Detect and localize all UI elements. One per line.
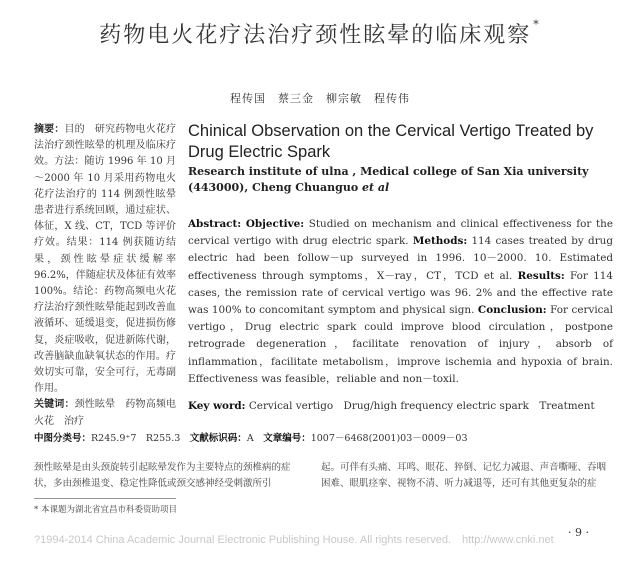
conclusion-label: Conclusion:	[477, 304, 547, 317]
results-text: For 114 cases, the remission rate of cervical vertigo was 96. 2% and the effective rate was 100% to concomitant symptom and physical sign.	[188, 269, 613, 317]
page-number: · 9 ·	[568, 526, 589, 539]
methods-text: 114 cases treated by drug electric had been follow－up surveyed in 1996. 10－2000. 10. Estimated effectiveness through symptoms，X－ray，CT，TCD et al.	[188, 235, 613, 282]
abstract-label: Abstract:	[188, 218, 242, 230]
cn-keywords: 颈性眩晕 药物高频电火花 治疗	[34, 399, 177, 427]
body-text-right-column: 起。可伴有头痛、耳鸣、眼花、猝倒、记忆力减退、声音嘶哑、吞咽困难、眼肌痉挛、视物不清、听力减退等，还可有其他更复杂的症	[321, 462, 607, 489]
body-text-left-column: 颈性眩晕是由头颈旋转引起眩晕发作为主要特点的颈椎病的症状，多由颈椎退变、稳定性降低或颈交感神经受刺激所引	[34, 462, 291, 489]
english-affiliation	[188, 164, 618, 196]
objective-text: Studied on mechanism and clinical effectiveness for the cervical vertigo with drug electric spark.	[188, 218, 613, 248]
cn-abstract-label: 摘要：	[34, 124, 65, 135]
results-label: Results:	[517, 269, 565, 282]
chinese-abstract	[34, 122, 176, 430]
copyright-watermark: ?1994-2014 China Academic Journal Electronic Publishing House. All rights reserved. http://www.cnki.net	[34, 534, 554, 546]
doc-code-value: A	[246, 433, 254, 444]
conclusion-text: For cervical vertigo，Drug electric spark could improve blood circulation，postpone retrograde degeneration，facilitate renovation of injury，absorb of inflammation，facilitate metabolism，improve ischemia and hypoxia of brain. Effectiveness was feasible，reliable and non－toxil.	[188, 304, 613, 385]
paper-title	[0, 18, 640, 49]
clc-value: R245.9⁺7 R255.3	[91, 433, 181, 444]
english-abstract	[188, 216, 613, 388]
en-keywords-label: Key word:	[188, 400, 246, 412]
article-id-label: 文章编号：	[263, 433, 311, 444]
author-list: 程传国 蔡三金 柳宗敏 程传伟	[230, 92, 410, 105]
et-al: et al	[362, 181, 390, 194]
english-title: Chinical Observation on the Cervical Vertigo Treated by Drug Electric Spark	[188, 122, 594, 161]
classification-line	[34, 430, 624, 444]
paper-title-text: 药物电火花疗法治疗颈性眩晕的临床观察	[99, 23, 532, 48]
doc-code-label: 文献标识码：	[189, 433, 247, 444]
affiliation-text: Research institute of ulna , Medical college of San Xia university (443000), Cheng Chuanguo	[188, 165, 589, 194]
clc-label: 中图分类号：	[34, 433, 92, 444]
footnote-divider	[34, 498, 176, 499]
english-keywords	[188, 397, 618, 412]
funding-footnote: * 本课题为湖北省宜昌市科委资助项目	[34, 505, 177, 515]
funding-mark: *	[533, 18, 541, 31]
cn-keywords-label: 关键词：	[34, 399, 75, 411]
cn-abstract-text: 目的 研究药物电火花疗法治疗颈性眩晕的机理及临床疗效。方法：随访 1996 年 10 月～2000 年 10 月采用药物电火花疗法治疗的 114 例颈性眩晕患者进行系统回顾，通过症状、体征，X 线、CT，TCD 等评价疗效。结果：114 例获随访结果，颈性眩晕症状缓解率 96.2%，伴随症状及体征有效率 100%。结论：药物高频电火花疗法治疗颈性眩晕能起到改善血液循环、延缓退变，促进损伤修复，炎症吸收，促进新陈代谢，改善脑缺血缺氧状态的作用。疗效切实可靠，安全可行，无毒副作用。	[34, 124, 177, 395]
article-id-value: 1007－6468(2001)03－0009－03	[310, 433, 468, 444]
methods-label: Methods:	[412, 235, 468, 248]
en-keywords-text: Cervical vertigo Drug/high frequency electric spark Treatment	[248, 400, 595, 412]
objective-label: Objective:	[245, 218, 305, 230]
